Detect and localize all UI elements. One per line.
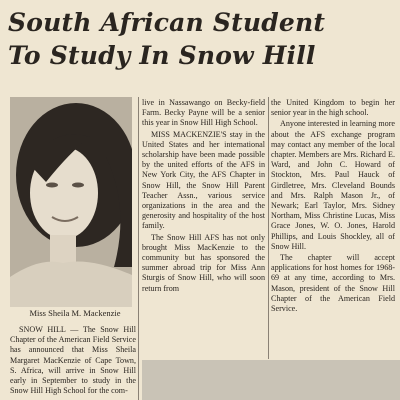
portrait-photo — [10, 97, 132, 307]
paragraph: live in Nassawango on Becky-field Farm. Becky Payne will be a senior this year in Snow Hill High School. — [142, 98, 265, 128]
background-board — [142, 360, 400, 400]
column-divider — [268, 97, 269, 359]
column-divider — [138, 97, 139, 400]
paragraph: the United Kingdom to begin her senior year in the high school. — [271, 98, 395, 118]
headline-line-1: South African Student — [8, 8, 326, 37]
column-3 — [271, 98, 395, 315]
paragraph: MISS MACKENZIE'S stay in the United States and her international scholarship have been made possible by the united efforts of the AFS in New York City, the AFS Chapter in Snow Hill, the Snow Hill Parent Teacher Assn., various service organizations in the area and the generosity and hospitality of the host family. — [142, 129, 265, 231]
column-1 — [10, 325, 136, 397]
paragraph: The Snow Hill AFS has not only brought Miss MacKenzie to the community but has sponsored the summer abroad trip for Miss Ann Sturgis of Snow Hill, who will soon return from — [142, 232, 265, 293]
headline — [8, 6, 398, 72]
headline-line-2: To Study In Snow Hill — [8, 41, 316, 70]
paragraph: Anyone interested in learning more about the AFS exchange program may contact any member of the local chapter. Members are Mrs. Richard E. Ward, and John C. Howard of Stockton, Mrs. Paul Hauck of Girdletree, Mrs. Cleveland Bounds and Mrs. Ralph Mason Jr., of Newark; Earl Taylor, Mrs. Sidney Northam, Miss Christine Lucas, Miss Grace Jones, W. O. Jones, Harold Phillips, and Louis Shockley, all of Snow Hill. — [271, 119, 395, 251]
column-2 — [142, 98, 265, 295]
paragraph: The chapter will accept applications for host homes for 1968-69 at any time, according to Mrs. Mason, president of the Snow Hill Chapter of the American Field Service. — [271, 253, 395, 314]
portrait-image — [10, 97, 132, 307]
paragraph: SNOW HILL — The Snow Hill Chapter of the American Field Service has announced that Miss Sheila Margaret MacKenzie of Cape Town, S. Africa, will arrive in Snow Hill early in September to study in the Snow Hill High School for the com- — [10, 325, 136, 396]
photo-caption: Miss Sheila M. Mackenzie — [29, 308, 121, 318]
